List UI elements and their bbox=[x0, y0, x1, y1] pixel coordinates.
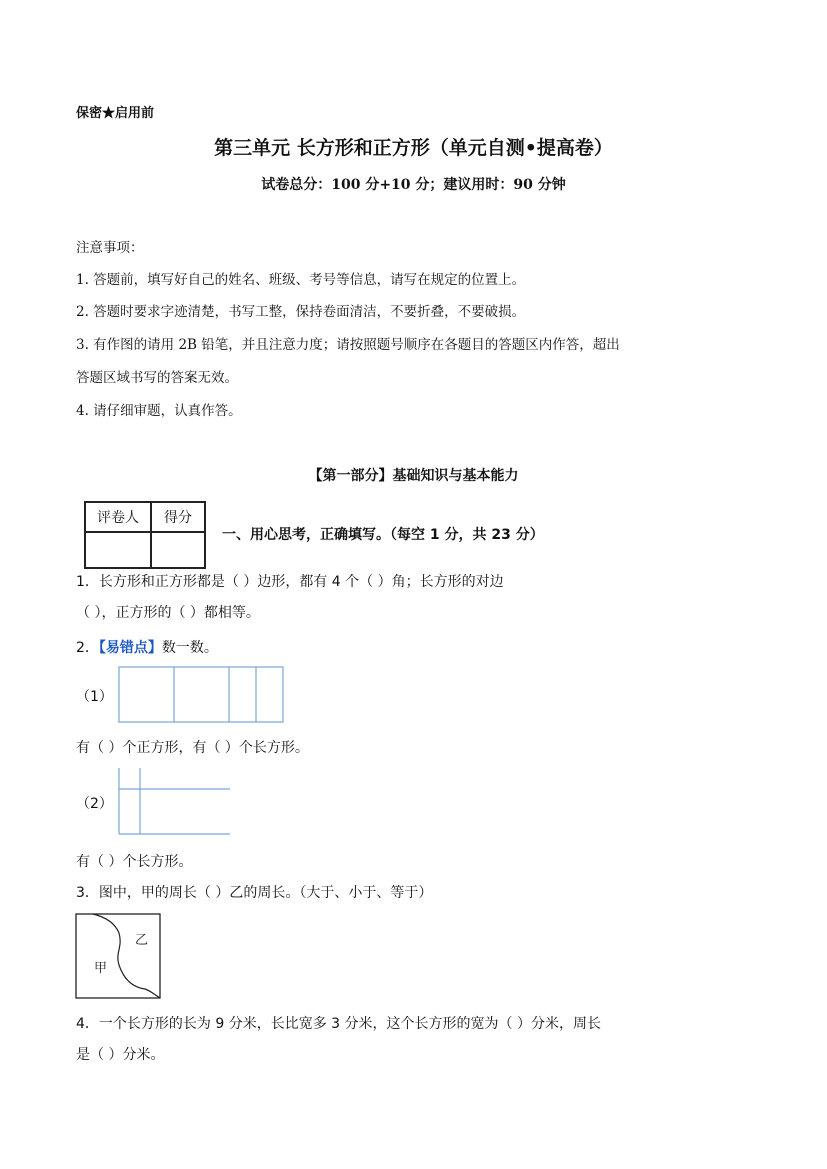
score-table-score-cell[interactable] bbox=[151, 532, 205, 568]
page-subtitle: 试卷总分：100 分+10 分；建议用时：90 分钟 bbox=[261, 177, 566, 193]
score-table bbox=[84, 501, 206, 569]
part1-heading: 一、用心思考，正确填写。（每空 1 分，共 23 分） bbox=[222, 527, 544, 543]
section-title: 【第一部分】基础知识与基本能力 bbox=[308, 468, 519, 484]
figure-label-yi: 乙 bbox=[135, 933, 149, 948]
question-1-line2: （ ），正方形的（ ）都相等。 bbox=[76, 605, 260, 621]
question-3: 3．图中，甲的周长（ ）乙的周长。（大于、小于、等于） bbox=[76, 885, 433, 901]
question-2 bbox=[76, 637, 218, 657]
question-2-sub2-label: （2） bbox=[76, 796, 113, 812]
figure-rectangles-1 bbox=[118, 666, 286, 724]
confidential-label: 保密★启用前 bbox=[76, 106, 155, 121]
note-item-3-cont: 答题区域书写的答案无效。 bbox=[76, 370, 238, 386]
note-item-4: 4. 请仔细审题，认真作答。 bbox=[76, 403, 242, 419]
score-table-grader-header: 评卷人 bbox=[85, 502, 151, 532]
score-table-grader-cell[interactable] bbox=[85, 532, 151, 568]
question-1-line1: 1．长方形和正方形都是（ ）边形，都有 4 个（ ）角；长方形的对边 bbox=[76, 574, 504, 590]
question-2-tag: 【易错点】 bbox=[98, 640, 162, 656]
figure-label-jia: 甲 bbox=[94, 961, 108, 976]
figure-rectangles-2 bbox=[118, 767, 232, 837]
figure-jia-yi bbox=[75, 913, 163, 1001]
note-item-2: 2. 答题时要求字迹清楚，书写工整，保持卷面清洁，不要折叠，不要破损。 bbox=[76, 304, 526, 320]
question-4-line2: 是（ ）分米。 bbox=[76, 1047, 165, 1063]
question-2-number: 2． bbox=[76, 640, 99, 656]
score-table-score-header: 得分 bbox=[151, 502, 205, 532]
question-2-text: 数一数。 bbox=[161, 640, 218, 656]
question-2-sub2-answer: 有（ ）个长方形。 bbox=[76, 854, 193, 870]
page-title: 第三单元 长方形和正方形（单元自测•提高卷） bbox=[214, 137, 613, 159]
question-2-sub1-answer: 有（ ）个正方形，有（ ）个长方形。 bbox=[76, 740, 309, 756]
note-item-3: 3. 有作图的请用 2B 铅笔，并且注意力度；请按照题号顺序在各题目的答题区内作答，超出 bbox=[76, 337, 620, 353]
notes-heading: 注意事项： bbox=[76, 240, 144, 256]
question-2-sub1-label: （1） bbox=[76, 689, 113, 705]
note-item-1: 1. 答题前，填写好自己的姓名、班级、考号等信息，请写在规定的位置上。 bbox=[76, 272, 526, 288]
question-4-line1: 4．一个长方形的长为 9 分米，长比宽多 3 分米，这个长方形的宽为（ ）分米，周长 bbox=[76, 1016, 601, 1032]
